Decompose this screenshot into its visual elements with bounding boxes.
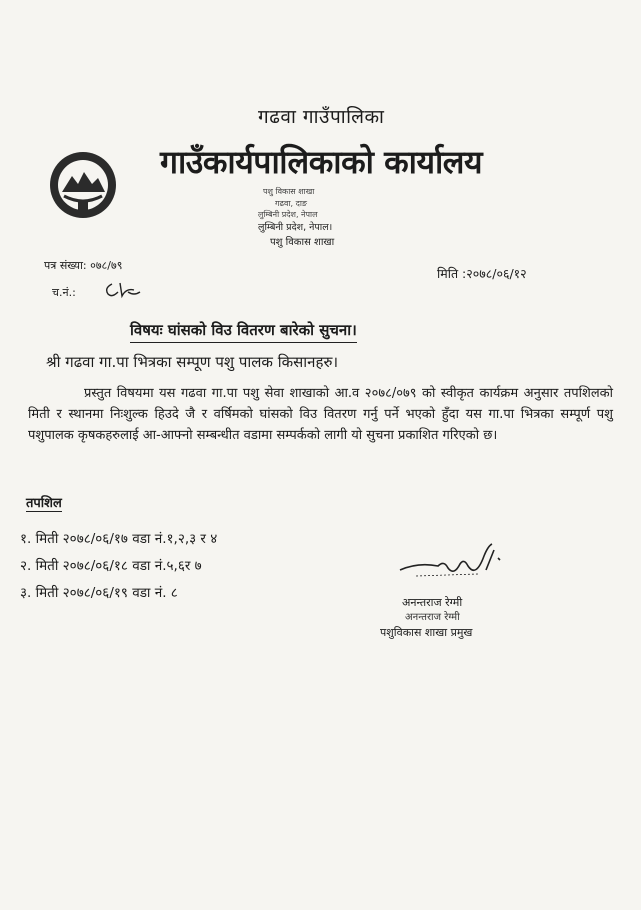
signatory-name: अनन्तराज रेग्मी [402,596,463,609]
office-title: गाउँकार्यपालिकाको कार्यालय [160,143,483,181]
signatory-title: पशुविकास शाखा प्रमुख [380,626,473,639]
municipality-emblem [48,150,118,220]
branch-name: पशु विकास शाखा [270,237,335,248]
letter-date: मिति :२०७८/०६/१२ [437,266,527,281]
schedule-item: १. मिती २०७८/०६/१७ वडा नं.१,२,३ र ४ [20,531,218,547]
stamp-line-2: गढवा, दाङ [275,199,308,208]
handwritten-signature [398,540,508,586]
schedule-item: २. मिती २०७८/०६/१८ वडा नं.५,६र ७ [20,558,202,574]
stamp-line-3: लुम्बिनी प्रदेश, नेपाल [258,210,318,219]
subject-line: विषयः घांसको विउ वितरण बारेको सुचना। [130,320,357,343]
province-line: लुम्बिनी प्रदेश, नेपाल। [258,222,333,233]
schedule-heading: तपशिल [26,493,62,512]
dispatch-number-label: च.नं.: [52,286,76,299]
municipality-name: गढवा गाउँपालिका [258,106,385,128]
body-paragraph: प्रस्तुत विषयमा यस गढवा गा.पा पशु सेवा शाखाको आ.व २०७८/०७९ को स्वीकृत कार्यक्रम अनुसार तपशिलको मिती र स्थानमा निःशुल्क हिउदे जै र वर्षिमको घांसको विउ वितरण गर्नु पर्ने भएको हुँदा यस गा.पा भित्रका सम्पूर्ण पशु पशुपालक कृषकहरुलाई आ-आफ्नो सम्बन्धीत वडामा सम्पर्कको लागी यो सुचना प्रकाशित गरिएको छ। [28,386,613,443]
dispatch-number-scribble [100,280,144,300]
signatory-stamp: अनन्तराज रेग्मी [405,612,460,623]
reference-number: पत्र संख्या: ०७८/७९ [44,259,123,272]
salutation: श्री गढवा गा.पा भित्रका सम्पूण पशु पालक किसानहरु। [46,353,339,371]
schedule-item: ३. मिती २०७८/०६/१९ वडा नं. ८ [20,585,178,601]
stamp-line-1: पशु विकास शाखा [263,187,315,196]
